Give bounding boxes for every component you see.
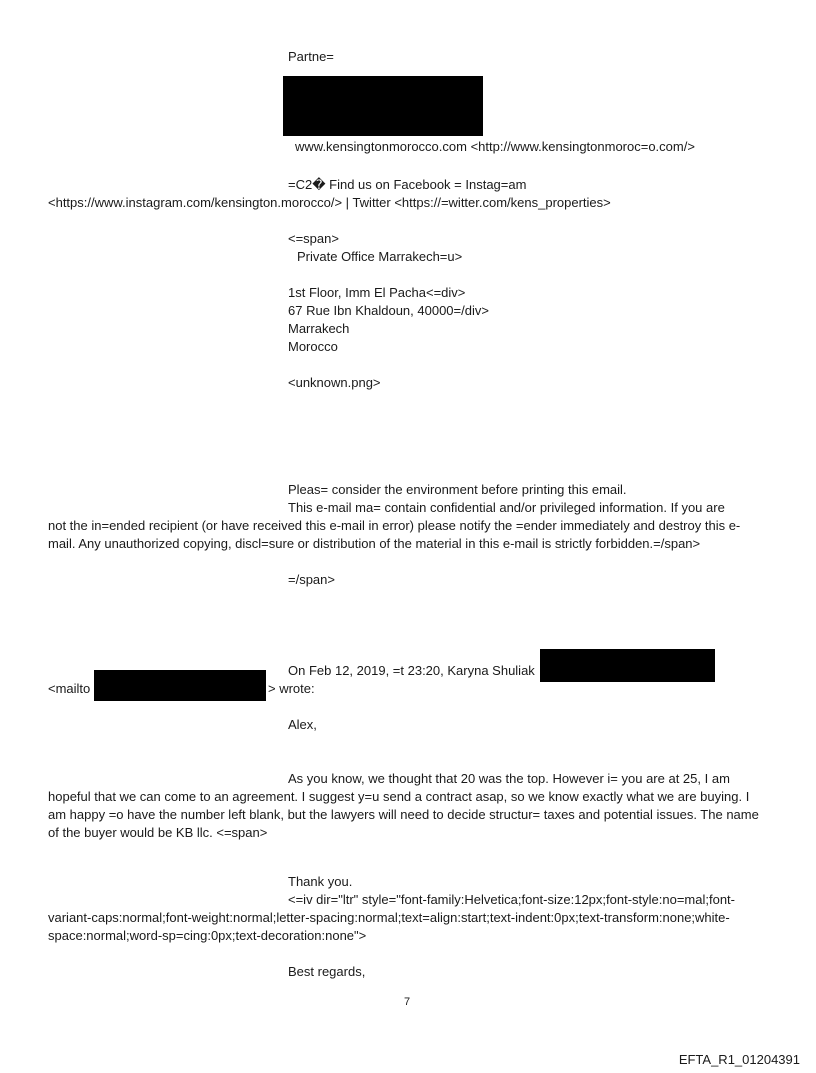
redacted-email xyxy=(540,649,715,682)
social-line-1: =C2� Find us on Facebook = Instag=am xyxy=(288,177,527,192)
span-open-tag: <=span> xyxy=(288,231,339,246)
span-close-tag: =/span> xyxy=(288,572,335,587)
html-fragment-first: <=iv dir="ltr" style="font-family:Helvetica;font-size:12px;font-style:no=mal;font- xyxy=(288,892,736,907)
environment-notice: Pleas= consider the environment before printing this email. xyxy=(288,482,627,497)
address-line: 67 Rue Ibn Khaldoun, 40000=/div> xyxy=(288,303,489,318)
closing: Best regards, xyxy=(288,964,366,979)
document-id: EFTA_R1_01204391 xyxy=(678,1052,800,1067)
html-fragment-rest: variant-caps:normal;font-weight:normal;letter-spacing:normal;text=align:start;text-indent:0px;text-transform:none;white-space:normal;word-sp=cing:0px;text-decoration:none"> xyxy=(48,910,730,943)
mailto-prefix: <mailto xyxy=(48,681,91,696)
confidential-notice-rest: not the in=ended recipient (or have received this e-mail in error) please notify the =ender immediately and destroy this e-mail. Any unauthorized copying, discl=sure or distribution of the material in this e-mail is strictly forbidden.=/span> xyxy=(48,518,741,551)
wrote-label: > wrote: xyxy=(268,681,315,696)
address-line: Marrakech xyxy=(288,321,350,336)
greeting: Alex, xyxy=(288,717,317,732)
social-line-2[interactable]: <https://www.instagram.com/kensington.morocco/> | Twitter <https://=witter.com/kens_properties> xyxy=(48,195,611,210)
redacted-mailto xyxy=(94,670,266,701)
address-line: 1st Floor, Imm El Pacha<=div> xyxy=(288,285,466,300)
thanks: Thank you. xyxy=(288,874,353,889)
office-title: Private Office Marrakech=u> xyxy=(297,249,463,264)
image-placeholder: <unknown.png> xyxy=(288,375,381,390)
website-link[interactable]: www.kensingtonmorocco.com <http://www.kensingtonmoroc=o.com/> xyxy=(295,139,695,154)
message-para-first: As you know, we thought that 20 was the top. However i= you are at 25, I am xyxy=(288,771,730,786)
page-number: 7 xyxy=(404,996,411,1008)
redacted-logo xyxy=(283,76,483,136)
address-line: Morocco xyxy=(288,339,338,354)
message-para-rest: hopeful that we can come to an agreement. I suggest y=u send a contract asap, so we know exactly what we are buying. I am happy =o have the number left blank, but the lawyers will need to decide structur= taxes and potential issues. The name of the buyer would be KB llc. <=span> xyxy=(48,789,759,840)
partner-label: Partne= xyxy=(288,49,334,64)
quote-header: On Feb 12, 2019, =t 23:20, Karyna Shuliak xyxy=(288,663,535,678)
confidential-notice-first: This e-mail ma= contain confidential and/or privileged information. If you are xyxy=(288,500,725,515)
